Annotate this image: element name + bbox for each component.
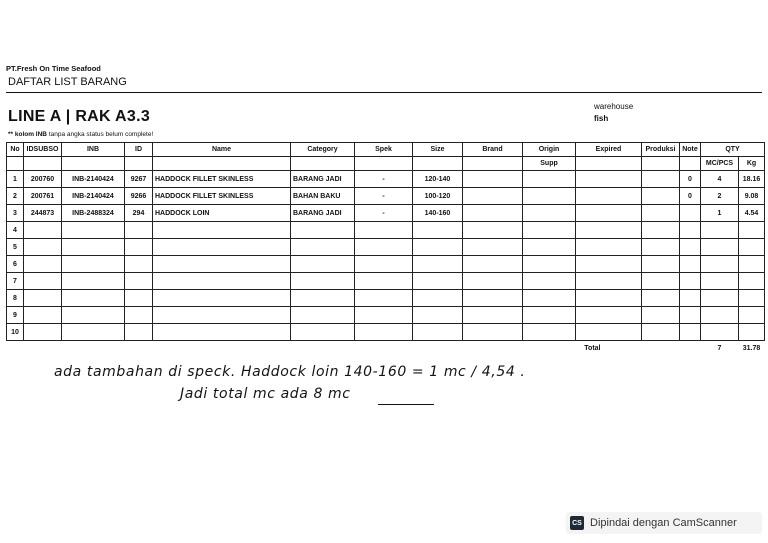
cell-inb [62,239,125,256]
cell-produksi [642,290,680,307]
cell-brand [463,205,523,222]
cell-produksi [642,239,680,256]
table-row [7,239,765,256]
cell-produksi [642,171,680,188]
cell-origin [523,290,576,307]
cell-spek [355,222,413,239]
cell-no: 2 [7,188,24,205]
col-header-note: Note [680,143,701,157]
cell-category [291,290,355,307]
cell-mc [701,273,739,290]
cell-kg [739,222,765,239]
cell-inb [62,256,125,273]
cell-note [680,324,701,341]
cell-id [125,273,153,290]
table-row [7,273,765,290]
cell-name [153,239,291,256]
cell-spek: - [355,205,413,222]
cell-note [680,290,701,307]
cell-idsubso: 244873 [24,205,62,222]
table-row [7,205,765,222]
cell-id: 9267 [125,171,153,188]
cell-idsubso [24,222,62,239]
cell-kg [739,290,765,307]
table-row [7,290,765,307]
col-header-category: Category [291,143,355,157]
title-rule [6,92,762,93]
cell-origin [523,273,576,290]
cell-no: 8 [7,290,24,307]
cell-brand [463,256,523,273]
warehouse-value: fish [594,114,609,123]
cell-expired [576,307,642,324]
cell-size [413,290,463,307]
cell-idsubso [24,307,62,324]
cell-spek [355,239,413,256]
cell-inb [62,222,125,239]
cell-no: 9 [7,307,24,324]
cell-kg [739,239,765,256]
cell-brand [463,239,523,256]
cell-no: 7 [7,273,24,290]
cell-id [125,290,153,307]
cell-name: HADDOCK FILLET SKINLESS [153,188,291,205]
warehouse-label: warehouse [594,102,634,111]
cell-name [153,290,291,307]
col-header-produksi: Produksi [642,143,680,157]
cell-expired [576,205,642,222]
cell-category [291,256,355,273]
inb-note [8,131,153,138]
cell-inb [62,307,125,324]
cell-id [125,239,153,256]
cell-produksi [642,256,680,273]
cell-origin [523,307,576,324]
cell-idsubso: 200761 [24,188,62,205]
total-mc: 7 [717,344,722,352]
cell-inb: INB-2488324 [62,205,125,222]
handwritten-total-mc: 8 mc [313,386,351,402]
cell-kg: 4.54 [739,205,765,222]
col-header-expired: Expired [576,143,642,157]
line-rack-title: LINE A | RAK A3.3 [8,108,151,125]
col-subheader-kg: Kg [739,157,765,171]
cell-mc [701,222,739,239]
cell-name [153,324,291,341]
handwritten-note-line2-text: Jadi total mc ada [180,386,314,402]
col-header-id: ID [125,143,153,157]
cell-idsubso [24,324,62,341]
cell-produksi [642,188,680,205]
cell-brand [463,222,523,239]
table-row [7,307,765,324]
cell-category: BAHAN BAKU [291,188,355,205]
cell-no: 1 [7,171,24,188]
cell-kg: 9.08 [739,188,765,205]
cell-expired [576,222,642,239]
cell-category [291,324,355,341]
col-header-brand: Brand [463,143,523,157]
cell-origin [523,239,576,256]
cell-name [153,273,291,290]
total-row [7,341,765,356]
cell-brand [463,324,523,341]
cell-kg [739,256,765,273]
col-header-spek: Spek [355,143,413,157]
camscanner-badge [566,512,762,534]
cell-inb [62,290,125,307]
cell-inb: INB-2140424 [62,171,125,188]
cell-produksi [642,307,680,324]
cell-category: BARANG JADI [291,171,355,188]
cell-spek [355,256,413,273]
cell-size [413,324,463,341]
cell-note [680,256,701,273]
cell-expired [576,256,642,273]
table-row [7,324,765,341]
cell-inb: INB-2140424 [62,188,125,205]
cell-inb [62,273,125,290]
document-title: DAFTAR LIST BARANG [8,76,127,88]
cell-mc [701,256,739,273]
col-header-name: Name [153,143,291,157]
cell-note [680,222,701,239]
cell-expired [576,188,642,205]
table-body [7,171,765,341]
handwritten-underline [378,404,434,405]
cell-brand [463,290,523,307]
cell-note [680,307,701,324]
cell-produksi [642,273,680,290]
cell-origin [523,171,576,188]
company-name: PT.Fresh On Time Seafood [6,64,101,73]
table-header-row [7,143,765,157]
cell-brand [463,188,523,205]
cell-origin [523,188,576,205]
cell-category [291,222,355,239]
cell-id [125,307,153,324]
cell-no: 6 [7,256,24,273]
cell-produksi [642,222,680,239]
cell-mc: 4 [701,171,739,188]
table-row [7,222,765,239]
total-kg: 31.78 [742,344,761,352]
handwritten-note-line2 [180,386,351,402]
cell-name [153,222,291,239]
cell-produksi [642,205,680,222]
table-row [7,256,765,273]
camscanner-badge-text: Dipindai dengan CamScanner [590,517,737,529]
handwritten-note-line1: ada tambahan di speck. Haddock loin 140-160 = 1 mc / 4,54 . [54,364,526,380]
cell-idsubso: 200760 [24,171,62,188]
cell-no: 4 [7,222,24,239]
cell-idsubso [24,239,62,256]
cell-spek [355,307,413,324]
col-header-no: No [7,143,24,157]
cell-produksi [642,324,680,341]
cell-brand [463,273,523,290]
cell-spek: - [355,188,413,205]
cell-name [153,307,291,324]
cell-kg [739,324,765,341]
cell-expired [576,239,642,256]
cell-note: 0 [680,171,701,188]
cell-category [291,239,355,256]
cell-mc [701,324,739,341]
cell-note [680,239,701,256]
cell-inb [62,324,125,341]
cell-no: 3 [7,205,24,222]
cell-name: HADDOCK FILLET SKINLESS [153,171,291,188]
cell-name [153,256,291,273]
cell-no: 5 [7,239,24,256]
cell-origin [523,205,576,222]
cell-size [413,307,463,324]
cell-origin [523,324,576,341]
cell-kg [739,273,765,290]
cell-expired [576,324,642,341]
cell-kg [739,307,765,324]
col-header-inb: INB [62,143,125,157]
cell-id [125,222,153,239]
cell-kg: 18.16 [739,171,765,188]
inb-note-text: tanpa angka status belum complete! [47,131,154,138]
inb-note-bold: ** kolom INB [8,131,48,138]
cell-expired [576,290,642,307]
cell-size: 120-140 [413,171,463,188]
cell-note: 0 [680,188,701,205]
cell-size [413,273,463,290]
cell-category: BARANG JADI [291,205,355,222]
cell-idsubso [24,256,62,273]
cell-brand [463,171,523,188]
cell-size [413,222,463,239]
col-subheader-supp: Supp [523,157,576,171]
cell-size: 100-120 [413,188,463,205]
cell-note [680,205,701,222]
cell-spek [355,290,413,307]
cell-size: 140-160 [413,205,463,222]
cell-idsubso [24,273,62,290]
cell-spek [355,324,413,341]
cell-expired [576,273,642,290]
cell-expired [576,171,642,188]
inventory-table [6,142,765,355]
cell-origin [523,256,576,273]
cell-idsubso [24,290,62,307]
cell-spek [355,273,413,290]
cell-mc [701,239,739,256]
cell-name: HADDOCK LOIN [153,205,291,222]
col-header-size: Size [413,143,463,157]
cell-category [291,273,355,290]
cell-mc [701,307,739,324]
cell-brand [463,307,523,324]
cell-size [413,239,463,256]
table-row [7,171,765,188]
col-subheader-mc-pcs: MC/PCS [701,157,739,171]
cell-no: 10 [7,324,24,341]
col-header-origin: Origin [523,143,576,157]
camscanner-logo-icon: CS [570,516,584,530]
cell-id [125,256,153,273]
table-row [7,188,765,205]
cell-id [125,324,153,341]
cell-spek: - [355,171,413,188]
cell-id: 294 [125,205,153,222]
col-header-idsubso: IDSUBSO [24,143,62,157]
cell-mc [701,290,739,307]
cell-mc: 2 [701,188,739,205]
total-label: Total [584,344,601,352]
cell-category [291,307,355,324]
cell-note [680,273,701,290]
cell-origin [523,222,576,239]
cell-mc: 1 [701,205,739,222]
cell-id: 9266 [125,188,153,205]
col-header-qty: QTY [701,143,765,157]
cell-size [413,256,463,273]
table-subheader-row [7,157,765,171]
